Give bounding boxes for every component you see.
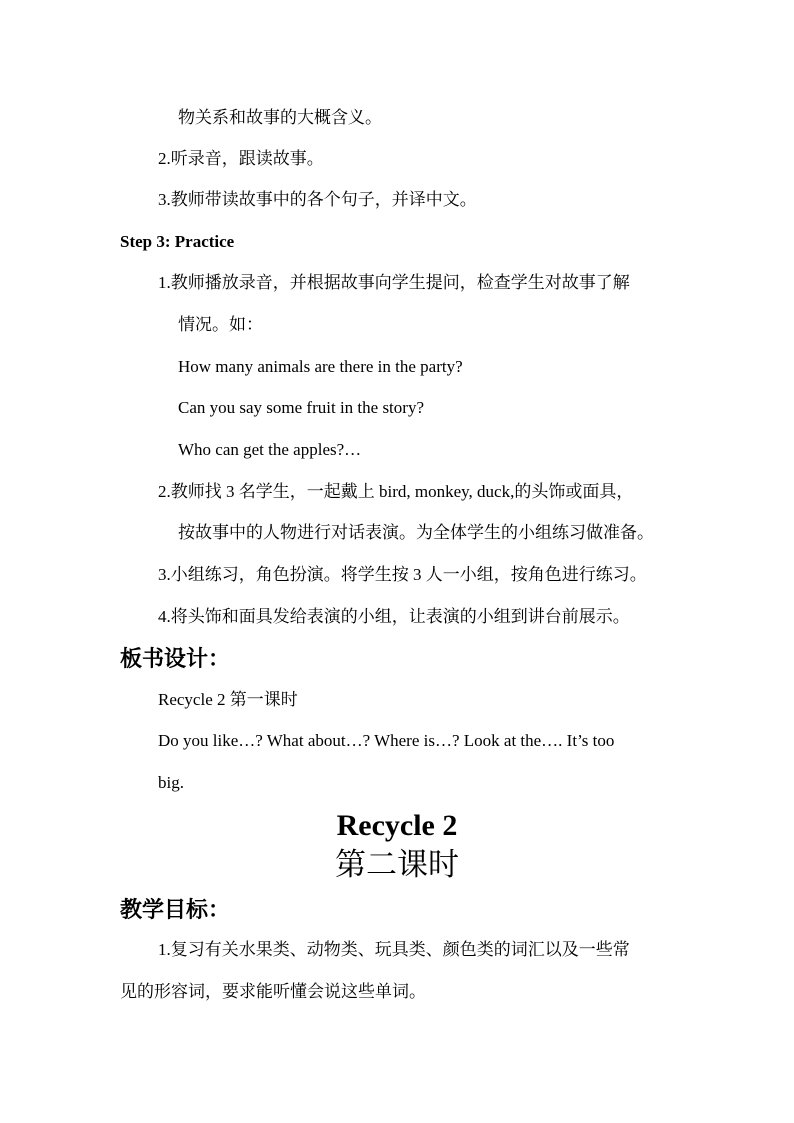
text-line: 4.将头饰和面具发给表演的小组，让表演的小组到讲台前展示。 bbox=[158, 607, 630, 626]
lesson-subtitle: 第二课时 bbox=[335, 847, 459, 882]
board-line: Do you like…? What about…? Where is…? Look at the…. It’s too bbox=[158, 731, 615, 750]
board-line: Recycle 2 第一课时 bbox=[158, 690, 298, 709]
text-line: 1.复习有关水果类、动物类、玩具类、颜色类的词汇以及一些常 bbox=[158, 940, 630, 959]
lesson-title: Recycle 2 bbox=[336, 809, 458, 842]
text-line: 情况。如： bbox=[178, 315, 263, 334]
question-line: How many animals are there in the party? bbox=[178, 357, 463, 376]
text-line: 物关系和故事的大概含义。 bbox=[178, 108, 382, 127]
board-line: big. bbox=[158, 773, 184, 792]
text-line: 2.听录音，跟读故事。 bbox=[158, 149, 324, 168]
goals-heading: 教学目标： bbox=[120, 897, 231, 922]
text-line: 2.教师找 3 名学生，一起戴上 bird, monkey, duck,的头饰或面具， bbox=[158, 482, 634, 501]
text-line: 1.教师播放录音，并根据故事向学生提问，检查学生对故事了解 bbox=[158, 273, 630, 292]
text-line: 按故事中的人物进行对话表演。为全体学生的小组练习做准备。 bbox=[178, 523, 654, 542]
text-line: 3.小组练习，角色扮演。将学生按 3 人一小组，按角色进行练习。 bbox=[158, 565, 647, 584]
question-line: Who can get the apples?… bbox=[178, 440, 362, 459]
question-line: Can you say some fruit in the story? bbox=[178, 398, 424, 417]
board-heading: 板书设计： bbox=[120, 646, 231, 671]
step3-heading: Step 3: Practice bbox=[120, 232, 235, 251]
text-line: 见的形容词，要求能听懂会说这些单词。 bbox=[120, 982, 426, 1001]
text-line: 3.教师带读故事中的各个句子，并译中文。 bbox=[158, 190, 477, 209]
